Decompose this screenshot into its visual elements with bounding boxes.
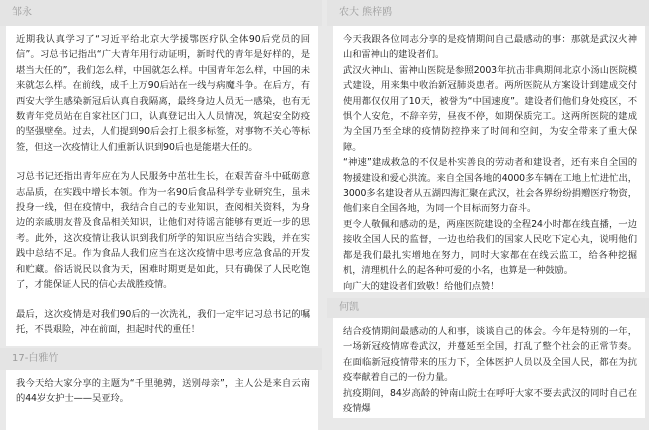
message-paragraph: 习总书记还指出青年应在为人民服务中茁壮生长，在艰苦奋斗中砥砺意志品质，在实践中增长本领。作为一名90后食品科学专业研究生，虽未投身一线，但在疫情中，我结合自己的专业知识，查阅相关资料，为身边的亲戚朋友普及食品相关知识，让他们对待谣言能够有更近一步的思考。此外，这次疫情让我认识到我们所学的知识应当结合实践，并在实践中总结不足。作为食品人我们应当在这次疫情中思考应急食品的开发和贮藏。俗话说民以食为天，困难时期更是如此，只有确保了人民吃饱了，才能保证人民的信心去战胜疫情。 — [16, 171, 310, 291]
author-name: 农大 熊梓鸥 — [327, 0, 649, 26]
message-paragraph: 结合疫情期间最感动的人和事，谈谈自己的体会。今年是特别的一年，一场新冠疫情席卷武汉，并蔓延至全国，打乱了整个社会的正常节奏。在面临新冠疫情带来的压力下，全体医护人员以及全国人民，都在为抗疫奉献着自己的一份力量。 — [343, 326, 637, 384]
left-column — [0, 0, 322, 412]
message-paragraph: 近期我认真学习了“习近平给北京大学援鄂医疗队全体90后党员的回信”。习总书记指出“广大青年用行动证明，新时代的青年是好样的，是堪当大任的”，我们怎么样，中国就怎么样。中国青年怎么样，中国的未来就怎么样。在前线，成千上万90后站在一线与病魔斗争。在后方，有西安大学生感染新冠后认真自我隔离，最终身边人员无一感染，也有无数青年党员站在自家社区门口，认真登记出入人员情况，筑起安全防疫的坚强壁垒。过去，人们提到90后会打上很多标签，对事物不关心等标签，但这一次疫情让人们重新认识到90后也是能堪大任的。 — [16, 34, 310, 153]
message-card — [6, 26, 318, 346]
message-card — [333, 318, 645, 418]
message-paragraph: 今天我跟各位同志分享的是疫情期间自己最感动的事：那就是武汉火神山和雷神山的建设者们。 — [343, 34, 637, 61]
message-paragraph: 抗疫期间，84岁高龄的钟南山院士在呼吁大家不要去武汉的同时自己在疫情爆 — [343, 387, 637, 415]
author-name: 17-白雅竹 — [0, 348, 322, 370]
message-paragraph: 更令人敬佩和感动的是，两座医院建设的全程24小时都在线直播，一边接收全国人民的监督，一边也给我们的国家人民吃下定心丸，说明他们都是我们最扎实增地在努力，同时大家都在在线云监工，给各种挖掘机，清理机什么的起各种可爱的小名，也算是一种鼓励。 — [343, 218, 637, 277]
right-column — [327, 0, 649, 415]
message-card — [333, 26, 645, 292]
message-paragraph: “神速”建成救急的不仅是朴实善良的劳动者和建设者，还有来自全国的物援建设和爱心洪流。来自全国各地的4000多车辆在工地上忙进忙出，3000多名建设者从五湖四海汇聚在武汉，社会各界纷纷捐赠医疗物资，他们来自全国各地，为同一个目标而努力奋斗。 — [343, 157, 637, 215]
author-name: 邹永 — [0, 0, 322, 26]
message-paragraph: 我今天给大家分享的主题为“千里驰骋，送别母亲”，主人公是来自云南的44岁女护士——吴亚玲。 — [16, 378, 310, 405]
message-paragraph: 最后，这次疫情是对我们90后的一次洗礼，我们一定牢记习总书记的嘱托，不畏艰险，冲在前面，担起时代的重任！ — [16, 308, 310, 335]
message-card — [6, 370, 318, 430]
message-paragraph: 向广大的建设者们致敬！给他们点赞！ — [343, 280, 500, 292]
author-name: 何凯 — [327, 298, 649, 318]
message-paragraph: 武汉火神山、雷神山医院是参照2003年抗击非典期间北京小汤山医院模式建设，用来集中收治新冠肺炎患者。两所医院从方案设计到建成交付使用都仅仅用了10天，被誉为“中国速度”。建设者们他们身处疫区，不惧个人安危，不辞辛劳，昼夜不停，如期保质完工。这两所医院的建成为全国乃至全球的疫情防控挣来了时间和空间，为安全带来了重大保障。 — [343, 64, 637, 153]
